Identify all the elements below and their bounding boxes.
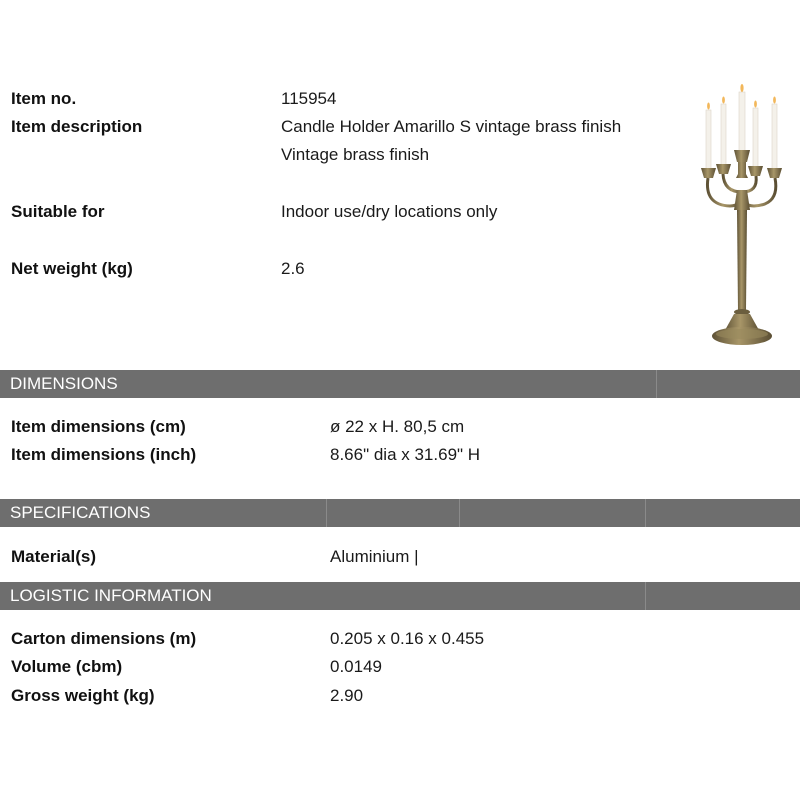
item-description-line1: Candle Holder Amarillo S vintage brass finish <box>281 117 622 136</box>
suitable-for-label: Suitable for <box>11 202 105 221</box>
item-dimensions-cm-label: Item dimensions (cm) <box>11 417 186 436</box>
candle-5 <box>772 104 777 170</box>
item-no-label: Item no. <box>11 89 77 108</box>
item-dimensions-inch-label: Item dimensions (inch) <box>11 445 197 464</box>
item-dimensions-inch-value: 8.66" dia x 31.69" H <box>330 445 481 464</box>
candle-2 <box>721 104 726 166</box>
specifications-section-header <box>0 499 800 527</box>
net-weight-value: 2.6 <box>281 259 305 278</box>
net-weight-label: Net weight (kg) <box>11 259 133 278</box>
logistic-section-header <box>0 582 800 610</box>
suitable-for-value: Indoor use/dry locations only <box>281 202 498 221</box>
candelabra-image <box>690 80 800 355</box>
band-divider <box>326 499 327 527</box>
band-divider <box>645 499 646 527</box>
carton-dimensions-value: 0.205 x 0.16 x 0.455 <box>330 629 485 648</box>
gross-weight-value: 2.90 <box>330 686 364 705</box>
item-description-line2: Vintage brass finish <box>281 145 430 164</box>
candle-1 <box>706 110 711 170</box>
volume-value: 0.0149 <box>330 657 382 676</box>
carton-dimensions-label: Carton dimensions (m) <box>11 629 197 648</box>
materials-label: Material(s) <box>11 547 97 566</box>
volume-label: Volume (cbm) <box>11 657 123 676</box>
band-divider <box>645 582 646 610</box>
dimensions-section-header <box>0 370 800 398</box>
item-description-label: Item description <box>11 117 143 136</box>
dimensions-title: DIMENSIONS <box>10 374 118 393</box>
materials-value: Aluminium | <box>330 547 419 566</box>
candle-4 <box>753 108 758 168</box>
band-divider <box>656 370 657 398</box>
gross-weight-label: Gross weight (kg) <box>11 686 155 705</box>
logistic-title: LOGISTIC INFORMATION <box>10 586 212 605</box>
item-no-value: 115954 <box>281 89 337 108</box>
band-divider <box>459 499 460 527</box>
specifications-title: SPECIFICATIONS <box>10 503 151 522</box>
item-dimensions-cm-value: ø 22 x H. 80,5 cm <box>330 417 465 436</box>
